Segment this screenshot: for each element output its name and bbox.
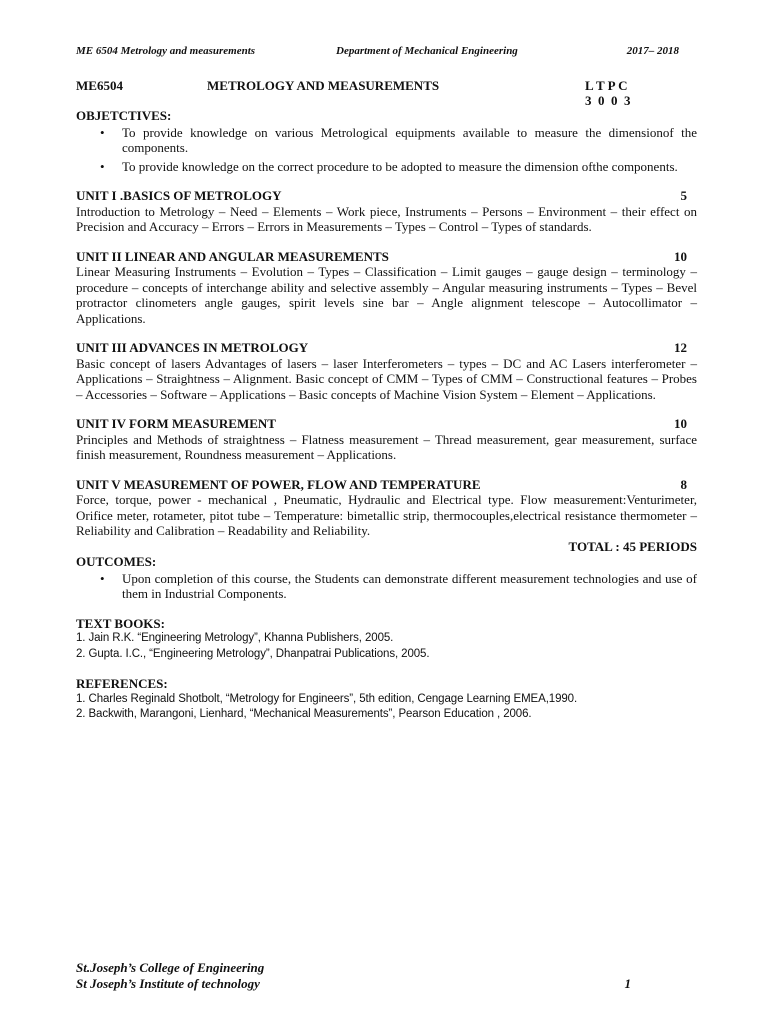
header-course-label: ME 6504 Metrology and measurements (76, 45, 256, 57)
references-list (76, 692, 697, 723)
ltpc-label: L T P C (585, 78, 628, 93)
unit-heading (76, 249, 697, 265)
text-book-item: 2. Gupta. I.C., “Engineering Metrology”, Dhanpatrai Publications, 2005. (76, 647, 430, 660)
unit-hours: 5 (680, 188, 687, 203)
unit-hours: 10 (674, 416, 687, 431)
references-heading: REFERENCES: (76, 676, 168, 691)
reference-item: 1. Charles Reginald Shotbolt, “Metrology for Engineers”, 5th edition, Cengage Learning EMEA,1990. (76, 692, 578, 705)
footer-college-name: St.Joseph’s College of Engineering (76, 960, 265, 975)
page-number: 1 (624, 976, 631, 991)
unit-hours: 10 (674, 248, 687, 264)
text-books-heading: TEXT BOOKS: (76, 615, 165, 631)
outcomes-heading: OUTCOMES: (76, 554, 157, 569)
unit-hours: 12 (674, 340, 687, 355)
reference-item: 2. Backwith, Marangoni, Lienhard, “Mechanical Measurements”, Pearson Education , 2006. (76, 708, 532, 720)
unit-body: Linear Measuring Instruments – Evolution – Types – Classification – Limit gauges – gauge design – terminology – procedure – concepts of interchange ability and selective assembly – Angular measuring instruments – Types – Bevel protractor clinometers angle gauges, spirit levels sine bar – Angle alignment telescope – Autocollimator – Applications. (76, 264, 697, 326)
objectives-list (76, 125, 697, 175)
footer-institute-name: St Joseph’s Institute of technology (76, 976, 260, 991)
unit-hours: 8 (680, 476, 687, 492)
bullet-icon: • (100, 570, 105, 586)
total-periods: TOTAL : 45 PERIODS (568, 538, 697, 554)
ltpc-block (585, 78, 631, 108)
bullet-icon: • (100, 158, 105, 174)
syllabus-page (76, 0, 697, 1024)
objective-text: To provide knowledge on various Metrological equipments available to measure the dimensionof the components. (122, 124, 697, 155)
unit-heading (76, 340, 697, 356)
syllabus-content (76, 108, 697, 723)
unit-title: UNIT III ADVANCES IN METROLOGY (76, 340, 309, 355)
objectives-heading: OBJETCTIVES: (76, 108, 172, 123)
unit-heading (76, 477, 697, 493)
unit-title: UNIT V MEASUREMENT OF POWER, FLOW AND TEMPERATURE (76, 476, 481, 492)
outcomes-list (76, 571, 697, 602)
unit-body: Basic concept of lasers Advantages of lasers – laser Interferometers – types – DC and AC Lasers interferometer – Applications – Straightness – Alignment. Basic concept of CMM – Types of CMM – Constructional features – Probes – Accessories – Software – Applications – Basic concepts of Machine Vision System – Element – Applications. (76, 355, 697, 402)
unit-body: Principles and Methods of straightness – Flatness measurement – Thread measurement, gear measurement, surface finish measurement, Roundness measurement – Applications. (76, 431, 697, 462)
objective-text: To provide knowledge on the correct procedure to be adopted to measure the dimension ofthe components. (122, 158, 678, 174)
bullet-icon: • (100, 124, 105, 140)
header-department: Department of Mechanical Engineering (336, 45, 518, 57)
text-books-list (76, 631, 697, 662)
course-code: ME6504 (76, 78, 123, 93)
ltpc-values: 3 0 0 3 (585, 93, 631, 108)
objective-item (76, 125, 697, 156)
unit-body: Introduction to Metrology – Need – Elements – Work piece, Instruments – Persons – Environment – their effect on Precision and Accuracy – Errors – Errors in Measurements – Types – Control – Types of standards. (76, 203, 697, 234)
outcome-item (76, 571, 697, 602)
page-footer (76, 960, 697, 992)
unit-body: Force, torque, power - mechanical , Pneumatic, Hydraulic and Electrical type. Flow measurement:Venturimeter, Orifice meter, rotameter, pitot tube – Temperature: bimetallic strip, thermocouples,electrical resistance thermometer – Reliability and Calibration – Readability and Reliability. (76, 492, 697, 538)
text-book-item: 1. Jain R.K. “Engineering Metrology”, Khanna Publishers, 2005. (76, 632, 394, 644)
header-academic-year: 2017– 2018 (626, 45, 679, 57)
course-title: METROLOGY AND MEASUREMENTS (207, 78, 440, 93)
unit-title: UNIT I .BASICS OF METROLOGY (76, 188, 282, 203)
unit-heading (76, 416, 697, 432)
unit-heading (76, 188, 697, 204)
objective-item (76, 159, 697, 175)
unit-title: UNIT IV FORM MEASUREMENT (76, 416, 276, 431)
outcome-text: Upon completion of this course, the Students can demonstrate different measurement technologies and use of them in Industrial Components. (122, 570, 697, 601)
unit-title: UNIT II LINEAR AND ANGULAR MEASUREMENTS (76, 248, 389, 264)
